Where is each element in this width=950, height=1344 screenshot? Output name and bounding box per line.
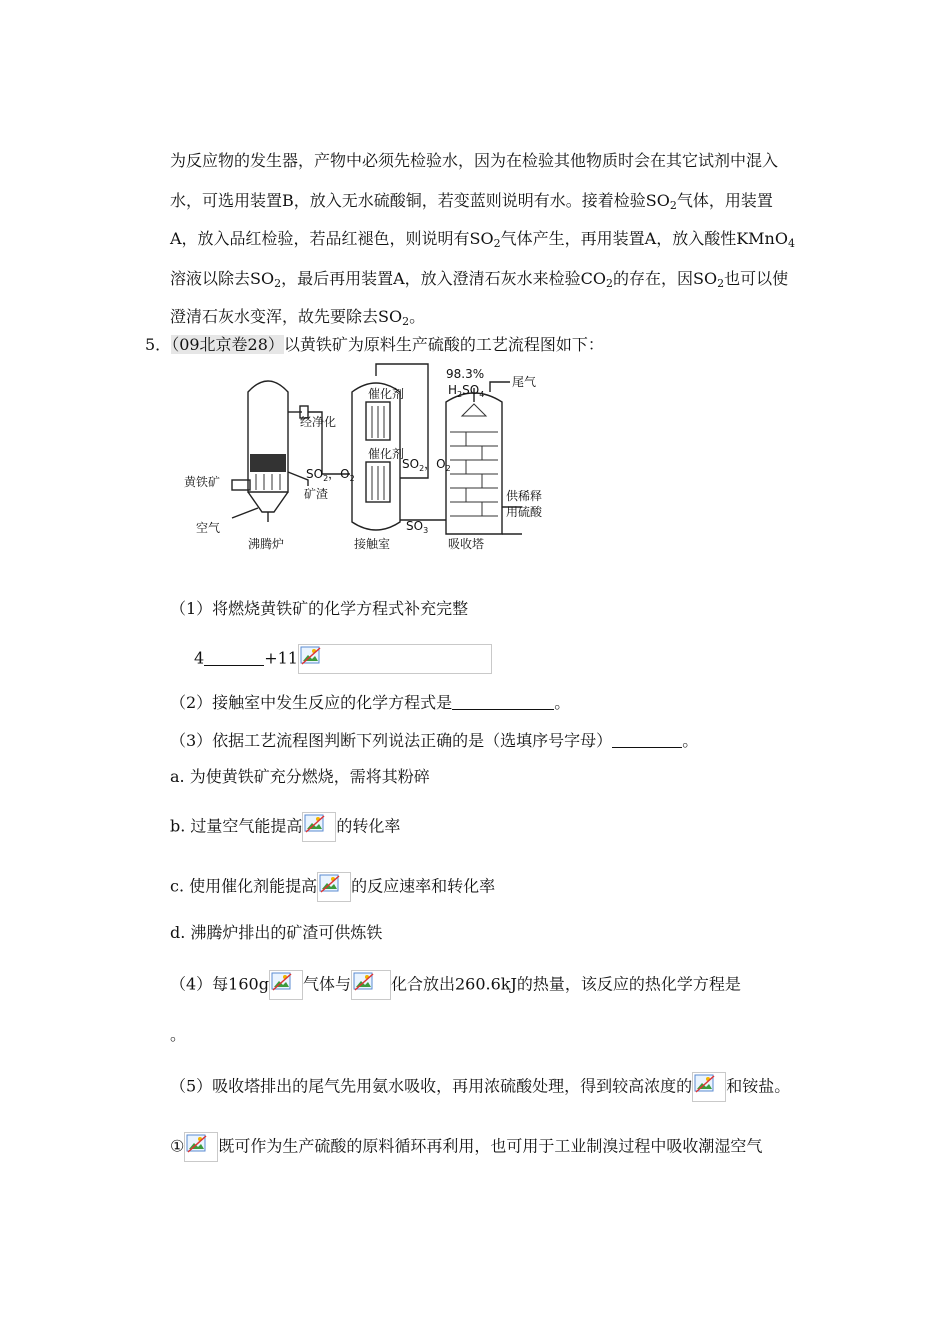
label-slag: 矿渣 [304, 487, 329, 501]
label-catalyst-top: 催化剂 [368, 387, 405, 401]
boiler-shell [248, 381, 288, 492]
answer-blank[interactable] [452, 693, 554, 710]
question-number: 5． [145, 335, 172, 354]
question-5-stem: 5．（09北京卷28）以黄铁矿为原料生产硫酸的工艺流程图如下： [145, 335, 604, 354]
label-catalyst-bottom: 催化剂 [368, 447, 405, 461]
process-flow-diagram [170, 362, 580, 562]
label-h2so4: $H_2SO_4$ [448, 383, 485, 399]
option-d: d. 沸腾炉排出的矿渣可供炼铁 [170, 923, 383, 942]
para-line-4: 溶液以除去$SO_2$，最后再用装置A，放入澄清石灰水来检验$CO_2$的存在，因$SO_2$也可以使 [170, 269, 789, 290]
para-line-3: A，放入品红检验，若品红褪色，则说明有$SO_2$气体产生，再用装置A，放入酸性KMnO$_4$ [170, 229, 795, 250]
para-line-2: 水，可选用装置B，放入无水硫酸铜，若变蓝则说明有水。接着检验$SO_2$气体，用装置 [170, 191, 773, 212]
sub-question-5: （5）吸收塔排出的尾气先用氨水吸收，再用浓硫酸处理，得到较高浓度的 和铵盐。 [170, 1072, 790, 1102]
label-dilute-1: 供稀释 [506, 489, 543, 503]
label-dilute-2: 用硫酸 [506, 505, 543, 519]
broken-image-icon [298, 644, 492, 674]
para-line-1: 为反应物的发生器，产物中必须先检验水，因为在检验其他物质时会在其它试剂中混入 [170, 151, 779, 170]
option-b: b. 过量空气能提高 的转化率 [170, 812, 400, 842]
label-boiler: 沸腾炉 [248, 537, 285, 551]
answer-blank[interactable] [612, 731, 682, 748]
label-purify: 经净化 [300, 415, 337, 429]
label-so2-o2-left: $SO_2$，$O_2$ [306, 467, 355, 483]
pyrite-bed [250, 454, 286, 472]
broken-image-icon [317, 872, 351, 902]
option-c: c. 使用催化剂能提高 的反应速率和转化率 [170, 872, 495, 902]
sub-question-1: （1）将燃烧黄铁矿的化学方程式补充完整 [170, 599, 469, 618]
absorption-tower [446, 393, 502, 534]
label-contact-chamber: 接触室 [354, 537, 391, 551]
question-source: （09北京卷28） [171, 335, 284, 354]
broken-image-icon [184, 1132, 218, 1162]
label-tail-gas: 尾气 [512, 375, 537, 389]
equation-line: 4 +11 [194, 644, 492, 674]
broken-image-icon [302, 812, 336, 842]
sub-question-3: （3）依据工艺流程图判断下列说法正确的是（选填序号字母） 。 [170, 731, 699, 750]
option-a: a. 为使黄铁矿充分燃烧，需将其粉碎 [170, 767, 430, 786]
label-absorber: 吸收塔 [448, 537, 485, 551]
para-line-5: 澄清石灰水变浑，故先要除去$SO_2$。 [170, 307, 426, 328]
label-so3: $SO_3$ [406, 519, 429, 535]
sub-question-4-end: 。 [170, 1025, 187, 1044]
broken-image-icon [351, 970, 391, 1000]
label-pyrite: 黄铁矿 [184, 475, 221, 489]
label-so2-o2-right: $SO_2$，$O_2$ [402, 457, 451, 473]
label-air: 空气 [196, 521, 221, 535]
answer-blank[interactable] [204, 649, 264, 666]
sub-question-2: （2）接触室中发生反应的化学方程式是 。 [170, 693, 571, 712]
broken-image-icon [269, 970, 303, 1000]
label-acid-concentration: 98.3% [446, 367, 485, 381]
sub-question-5-part-1: ① 既可作为生产硫酸的原料循环再利用，也可用于工业制溴过程中吸收潮湿空气 [170, 1132, 762, 1162]
broken-image-icon [692, 1072, 726, 1102]
sub-question-4: （4）每160g 气体与 化合放出260.6kJ的热量，该反应的热化学方程是 [170, 970, 741, 1000]
